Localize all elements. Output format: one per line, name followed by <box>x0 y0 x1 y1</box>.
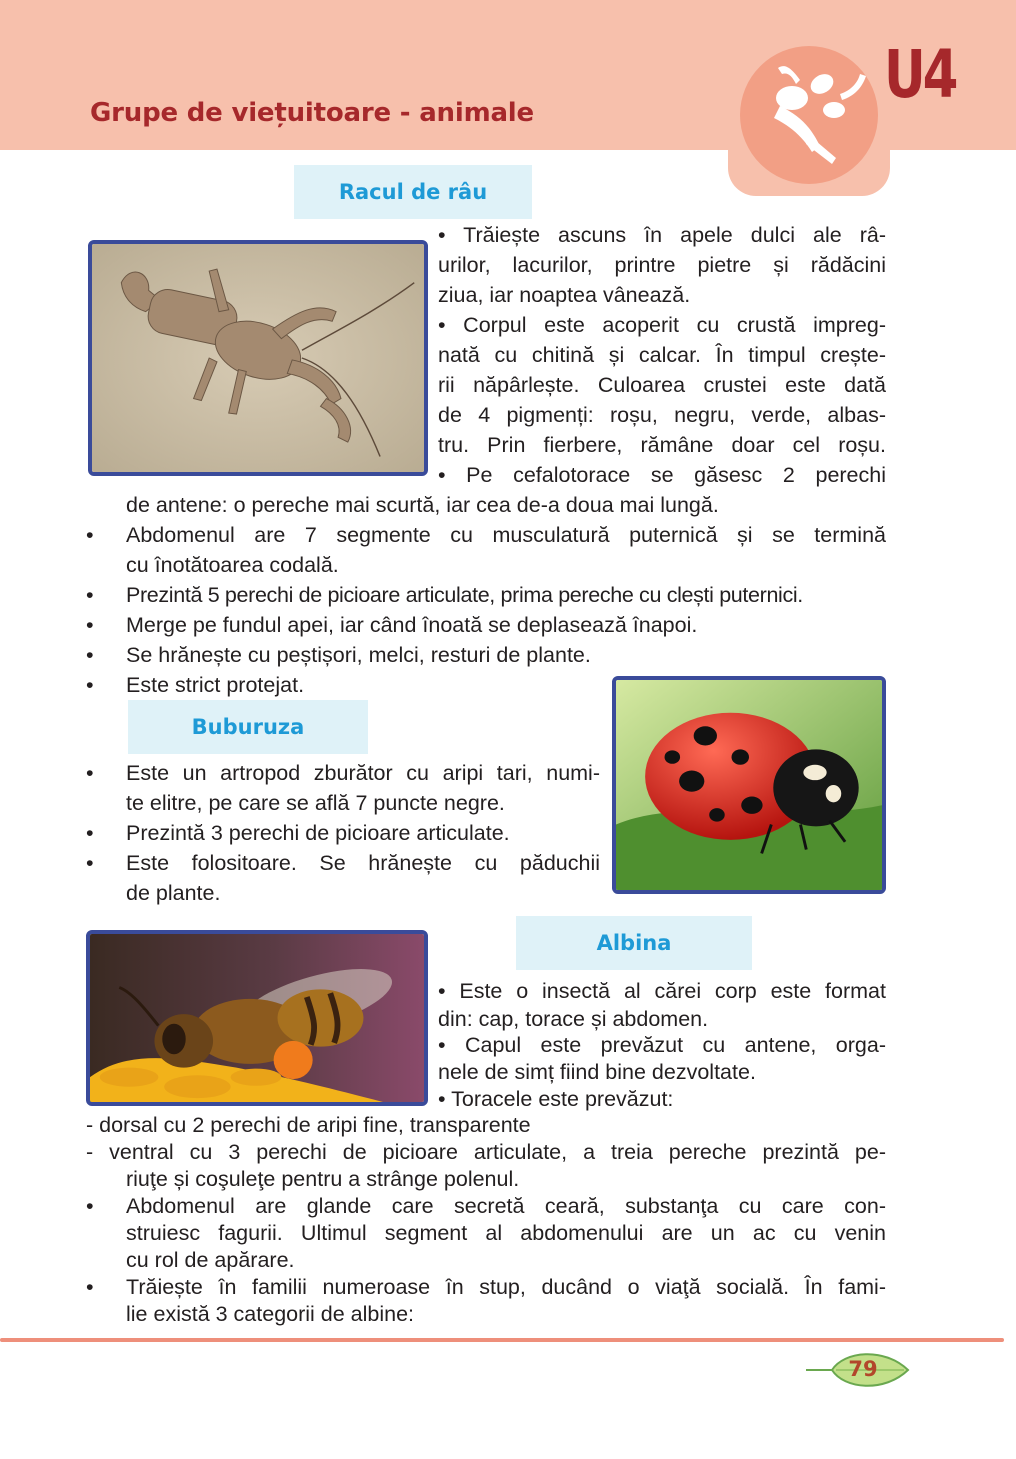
bullet-mark: • <box>86 673 94 697</box>
list-item: Abdomenul are 7 segmente cu musculatură puternică și se termină <box>126 523 886 547</box>
list-item: Prezintă 3 perechi de picioare articulate. <box>126 821 510 845</box>
text-line: • Trăiește ascuns în apele dulci ale râ- <box>438 223 886 247</box>
list-item: Este strict protejat. <box>126 673 305 697</box>
bullet-mark: • <box>86 1194 94 1218</box>
bullet-mark: • <box>86 1275 94 1299</box>
text-line: • Corpul este acoperit cu crustă impreg- <box>438 313 886 337</box>
text-line: riuţe și coşuleţe pentru a strânge polenul. <box>126 1167 520 1191</box>
text-line: nele de simț fiind bine dezvoltate. <box>438 1060 756 1084</box>
bullet-mark: • <box>86 613 94 637</box>
section-heading-alb: Albina <box>516 916 752 970</box>
list-item-continued: cu înotătoarea codală. <box>126 553 339 577</box>
text-line: tru. Prin fierbere, rămâne doar cel roșu. <box>438 433 886 457</box>
bullet-mark: • <box>86 761 94 785</box>
text-line: ziua, iar noaptea vânează. <box>438 283 691 307</box>
text-line: - dorsal cu 2 perechi de aripi fine, transparente <box>86 1113 531 1137</box>
page-title: Grupe de viețuitoare - animale <box>90 98 534 128</box>
text-line: - ventral cu 3 perechi de picioare articulate, a treia pereche prezintă pe- <box>86 1140 886 1164</box>
text-line: • Pe cefalotorace se găsesc 2 perechi <box>438 463 886 487</box>
bullet-mark: • <box>86 821 94 845</box>
unit-label: U4 <box>884 36 956 113</box>
text-line: rii năpârlește. Culoarea crustei este dată <box>438 373 886 397</box>
list-item-continued: cu rol de apărare. <box>126 1248 295 1272</box>
crayfish-silhouette-icon <box>740 46 878 184</box>
text-line: • Este o insectă al cărei corp este format <box>438 979 886 1003</box>
list-item: Este folositoare. Se hrănește cu păduchii <box>126 851 600 875</box>
bee-photo <box>86 930 428 1106</box>
list-item: Prezintă 5 perechi de picioare articulate, prima pereche cu clești puternici. <box>126 583 803 607</box>
text-line: • Toracele este prevăzut: <box>438 1087 674 1111</box>
list-item-continued: de plante. <box>126 881 221 905</box>
bullet-mark: • <box>86 643 94 667</box>
list-item: Abdomenul are glande care secretă ceară, substanţa cu care con- <box>126 1194 886 1218</box>
list-item: Trăiește în familii numeroase în stup, ducând o viaţă socială. În fami- <box>126 1275 886 1299</box>
section-heading-rac: Racul de râu <box>294 165 532 219</box>
bullet-mark: • <box>86 583 94 607</box>
list-item: Se hrănește cu peștișori, melci, resturi de plante. <box>126 643 591 667</box>
ladybug-photo <box>612 676 886 894</box>
text-line: urilor, lacurilor, printre pietre și rădăcini <box>438 253 886 277</box>
list-item-continued: struiesc fagurii. Ultimul segment al abdomenului are un ac cu venin <box>126 1221 886 1245</box>
text-line: nată cu chitină și calcar. În timpul crește- <box>438 343 886 367</box>
text-line: de 4 pigmenți: roșu, negru, verde, albas- <box>438 403 886 427</box>
section-heading-bub: Buburuza <box>128 700 368 754</box>
text-line: din: cap, torace și abdomen. <box>438 1007 709 1031</box>
list-item-continued: lie există 3 categorii de albine: <box>126 1302 415 1326</box>
text-line: de antene: o pereche mai scurtă, iar cea de-a doua mai lungă. <box>126 493 719 517</box>
bullet-mark: • <box>86 523 94 547</box>
footer-rule <box>0 1338 1004 1342</box>
text-line: • Capul este prevăzut cu antene, orga- <box>438 1033 886 1057</box>
list-item: Merge pe fundul apei, iar când înoată se deplasează înapoi. <box>126 613 698 637</box>
page-number: 79 <box>848 1357 878 1381</box>
bullet-mark: • <box>86 851 94 875</box>
list-item: Este un artropod zburător cu aripi tari, numi- <box>126 761 600 785</box>
crayfish-photo <box>88 240 428 476</box>
list-item-continued: te elitre, pe care se află 7 puncte negre. <box>126 791 505 815</box>
